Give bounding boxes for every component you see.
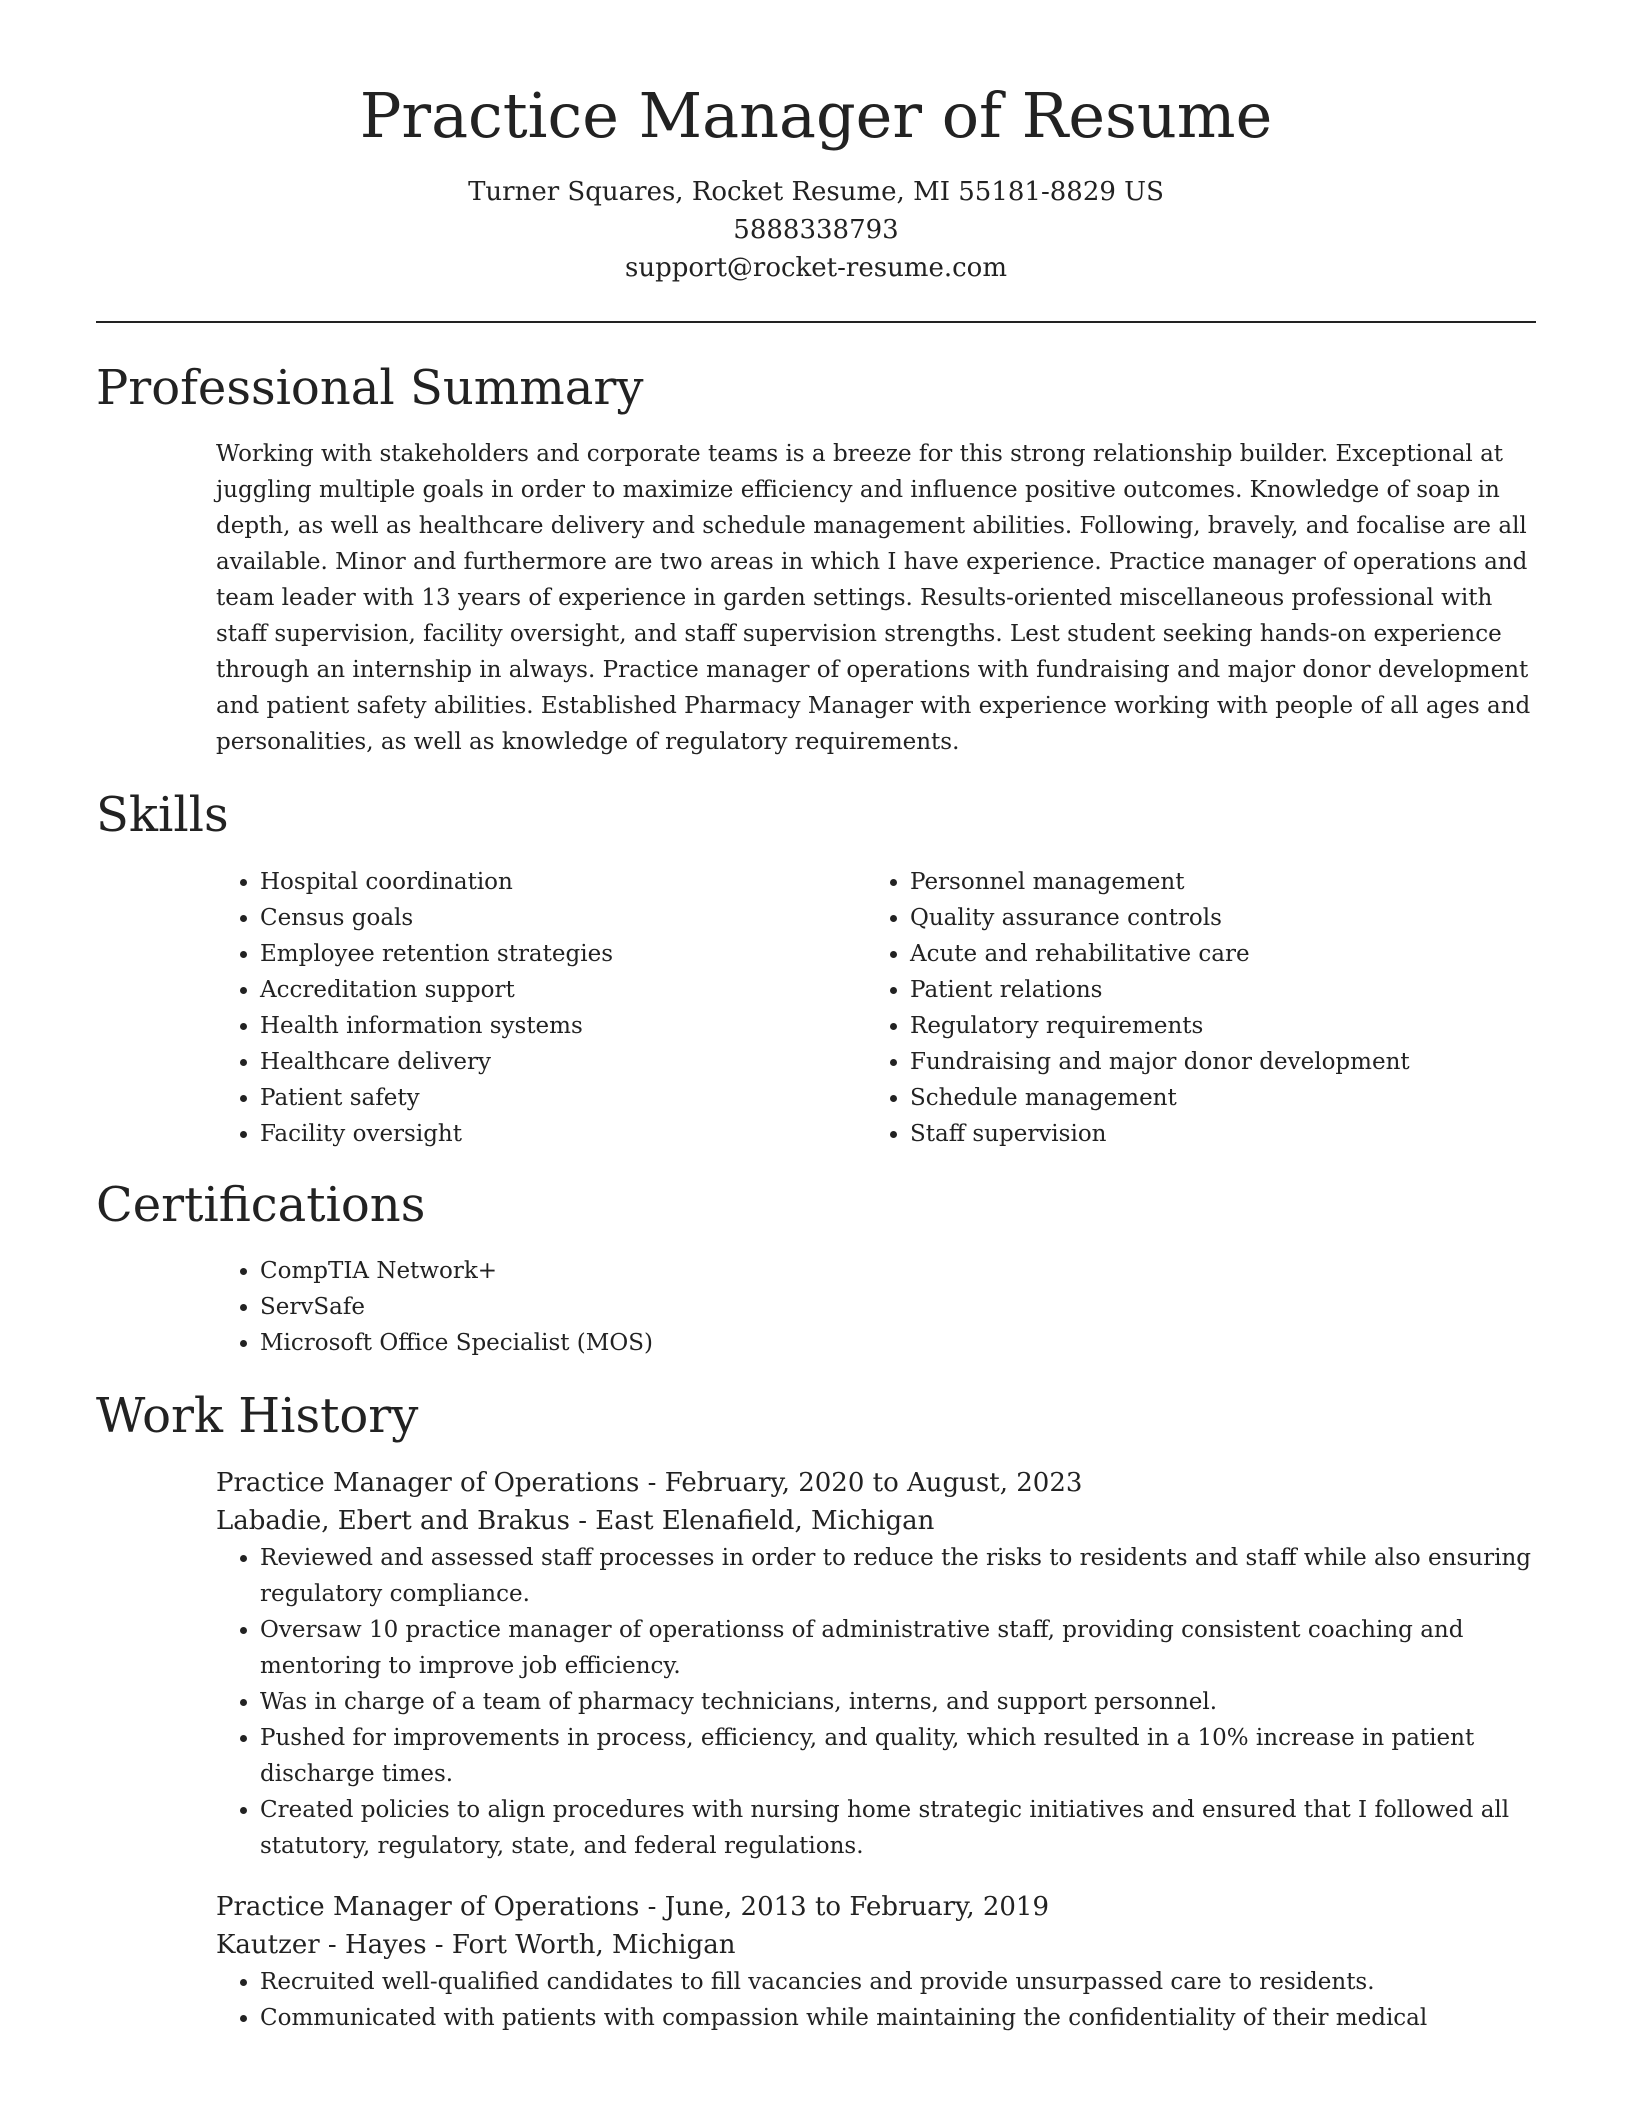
skill-item: • Patient relations <box>910 972 1516 1008</box>
job-bullet-list <box>216 1964 1536 2036</box>
job-location: - Fort Worth, Michigan <box>426 1930 736 1961</box>
skill-item: • Personnel management <box>910 864 1516 900</box>
job-bullet: • Created policies to align procedures with nursing home strategic initiatives and ensured that I followed all statutory, regulatory, state, and federal regulations. <box>260 1792 1536 1864</box>
header-divider <box>96 321 1536 323</box>
skill-item: • Facility oversight <box>260 1116 866 1152</box>
skill-item: • Employee retention strategies <box>260 936 866 972</box>
job-bullet: • Reviewed and assessed staff processes in order to reduce the risks to residents and staff while also ensuring regulatory compliance. <box>260 1540 1536 1612</box>
job-bullet: • Was in charge of a team of pharmacy technicians, interns, and support personnel. <box>260 1684 1536 1720</box>
skill-item: • Patient safety <box>260 1080 866 1116</box>
job-location: - East Elenafield, Michigan <box>569 1506 935 1537</box>
skills-list-right <box>866 864 1516 1152</box>
job-bullet: • Recruited well-qualified candidates to fill vacancies and provide unsurpassed care to residents. <box>260 1964 1536 2000</box>
certifications-heading: Certifications <box>96 1176 426 1233</box>
skill-item: • Quality assurance controls <box>910 900 1516 936</box>
certification-item: • CompTIA Network+ <box>260 1253 1536 1289</box>
job-entry <box>216 1464 1536 1864</box>
job-dates: - June, 2013 to February, 2019 <box>639 1892 1050 1923</box>
job-title-line <box>216 1464 1536 1502</box>
job-company-line <box>216 1926 1536 1964</box>
job-title-line <box>216 1888 1536 1926</box>
certifications-section <box>96 1178 1536 1361</box>
skill-item: • Census goals <box>260 900 866 936</box>
resume-header <box>96 80 1536 287</box>
job-company: Labadie, Ebert and Brakus <box>216 1506 570 1537</box>
skill-item: • Regulatory requirements <box>910 1008 1516 1044</box>
job-company: Kautzer - Hayes <box>216 1930 427 1961</box>
skills-column-right <box>866 864 1516 1152</box>
job-entry <box>216 1888 1536 2036</box>
skills-heading: Skills <box>96 787 229 844</box>
certifications-body <box>96 1253 1536 1361</box>
job-company-line <box>216 1502 1536 1540</box>
skills-section <box>96 788 1536 1151</box>
skill-item: • Fundraising and major donor development <box>910 1044 1516 1080</box>
certifications-list <box>216 1253 1536 1361</box>
work-history-body <box>96 1464 1536 2036</box>
job-bullet: • Pushed for improvements in process, efficiency, and quality, which resulted in a 10% increase in patient discharge times. <box>260 1720 1536 1792</box>
job-title: Practice Manager of Operations <box>216 1468 640 1499</box>
skill-item: • Healthcare delivery <box>260 1044 866 1080</box>
work-history-heading: Work History <box>96 1387 419 1444</box>
skills-grid <box>96 864 1536 1152</box>
skill-item: • Staff supervision <box>910 1116 1516 1152</box>
certification-item: • Microsoft Office Specialist (MOS) <box>260 1325 1536 1361</box>
email-line: support@rocket-resume.com <box>624 253 1007 284</box>
summary-body <box>96 436 1536 760</box>
resume-name: Practice Manager of Resume <box>359 79 1273 152</box>
job-bullet: • Communicated with patients with compassion while maintaining the confidentiality of their medical <box>260 2000 1536 2036</box>
summary-section <box>96 361 1536 760</box>
skills-column-left <box>216 864 866 1152</box>
phone-line: 5888338793 <box>733 215 899 246</box>
job-bullet: • Oversaw 10 practice manager of operationss of administrative staff, providing consistent coaching and mentoring to improve job efficiency. <box>260 1612 1536 1684</box>
skill-item: • Acute and rehabilitative care <box>910 936 1516 972</box>
summary-heading: Professional Summary <box>96 360 644 417</box>
address-line: Turner Squares, Rocket Resume, MI 55181-8829 US <box>468 177 1164 208</box>
skill-item: • Health information systems <box>260 1008 866 1044</box>
skill-item: • Schedule management <box>910 1080 1516 1116</box>
skill-item: • Hospital coordination <box>260 864 866 900</box>
summary-text: Working with stakeholders and corporate teams is a breeze for this strong relationship builder. Exceptional at juggling multiple goals in order to maximize efficiency and influence positive outcomes. Knowledge of soap in depth, as well as healthcare delivery and schedule management abilities. Following, bravely, and focalise are all available. Minor and furthermore are two areas in which I have experience. Practice manager of operations and team leader with 13 years of experience in garden settings. Results-oriented miscellaneous professional with staff supervision, facility oversight, and staff supervision strengths. Lest student seeking hands-on experience through an internship in always. Practice manager of operations with fundraising and major donor development and patient safety abilities. Established Pharmacy Manager with experience working with people of all ages and personalities, as well as knowledge of regulatory requirements. <box>216 441 1531 756</box>
certification-item: • ServSafe <box>260 1289 1536 1325</box>
job-bullet-list <box>216 1540 1536 1864</box>
skill-item: • Accreditation support <box>260 972 866 1008</box>
skills-list-left <box>216 864 866 1152</box>
job-dates: - February, 2020 to August, 2023 <box>639 1468 1083 1499</box>
job-title: Practice Manager of Operations <box>216 1892 640 1923</box>
work-history-section <box>96 1389 1536 2036</box>
